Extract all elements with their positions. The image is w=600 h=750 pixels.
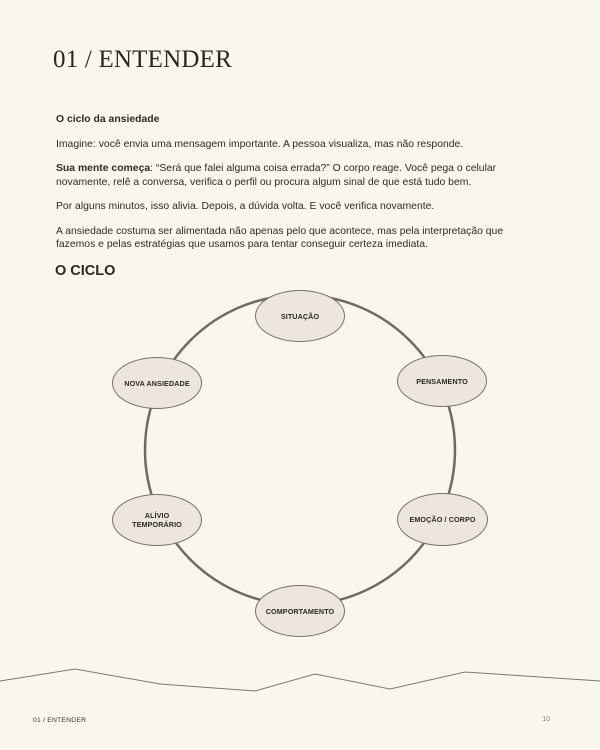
footer-section-label: 01 / ENTENDER <box>33 717 87 724</box>
node-comportamento <box>255 585 345 637</box>
intro-paragraph-2 <box>56 162 526 189</box>
node-emocao-label: EMOÇÃO / CORPO <box>409 515 476 524</box>
node-pensamento-label: PENSAMENTO <box>416 376 468 386</box>
node-situacao-label: SITUAÇÃO <box>280 311 320 321</box>
decorative-hills-line <box>0 660 600 700</box>
node-alivio-temporario <box>112 494 202 546</box>
anxiety-cycle-diagram <box>0 280 600 650</box>
intro-paragraph-3: Por alguns minutos, isso alivia. Depois, a dúvida volta. E você verifica novamente. <box>56 201 435 212</box>
node-situacao <box>255 290 345 342</box>
intro-paragraph-1: Imagine: você envia uma mensagem importante. A pessoa visualiza, mas não responde. <box>56 138 464 150</box>
intro-paragraph-4: A ansiedade costuma ser alimentada não apenas pelo que acontece, mas pela interpretação que fazemos e pelas estratégias que usamos para tentar conseguir certeza imediata. <box>56 225 504 250</box>
node-nova-ansiedade <box>112 357 202 409</box>
intro-paragraph-2-text: : “Será que falei alguma coisa errada?” O corpo reage. Você pega o celular novamente, relê a conversa, verifica o perfil ou procura algum sinal de que está tudo bem. <box>56 163 497 188</box>
intro-paragraph-2-lead: Sua mente começa <box>56 163 151 174</box>
node-emocao-corpo <box>397 493 488 546</box>
intro-text <box>56 113 526 263</box>
cycle-title: O CICLO <box>55 263 116 279</box>
node-pensamento <box>397 355 487 407</box>
node-comportamento-label: COMPORTAMENTO <box>265 606 335 616</box>
node-alivio-label: ALÍVIO TEMPORÁRIO <box>132 511 182 529</box>
node-nova-label: NOVA ANSIEDADE <box>124 378 190 388</box>
intro-subheading: O ciclo da ansiedade <box>56 114 160 125</box>
footer-page-number: 10 <box>542 716 550 723</box>
page-title: 01 / ENTENDER <box>53 46 232 73</box>
